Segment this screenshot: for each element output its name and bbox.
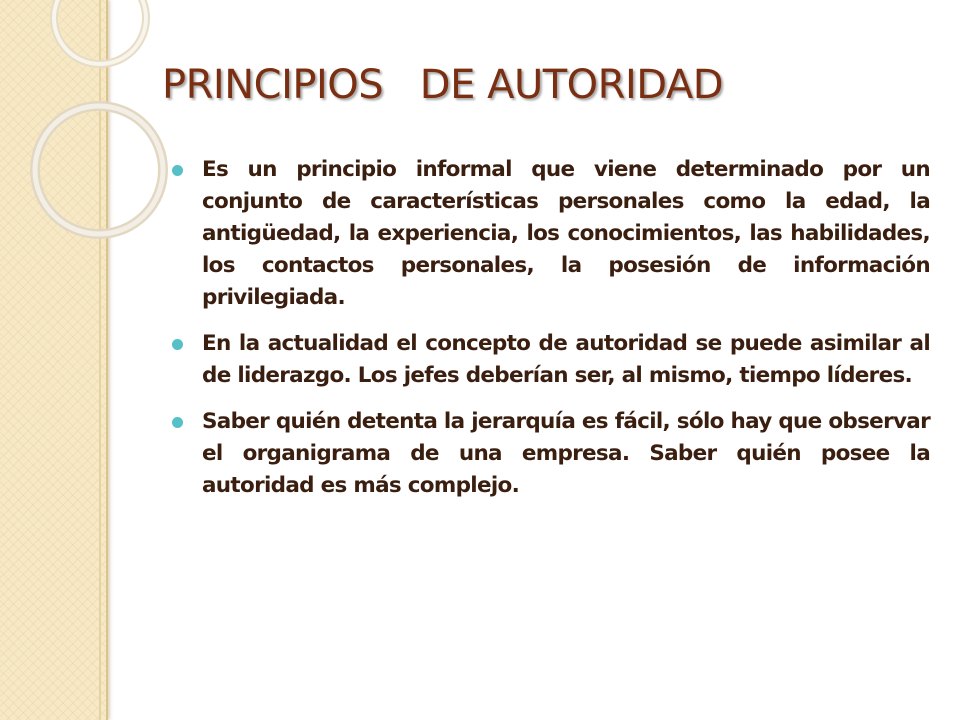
bullet-text: En la actualidad el concepto de autoridad se puede asimilar al de liderazgo. Los jefes deberían ser, al mismo, tiempo líderes. — [202, 331, 930, 388]
bullet-dot-icon — [172, 165, 183, 176]
bullet-item — [170, 154, 930, 314]
bullet-list — [170, 154, 930, 516]
bullet-dot-icon — [172, 417, 183, 428]
bullet-item — [170, 406, 930, 502]
bullet-text: Es un principio informal que viene determinado por un conjunto de características personales como la edad, la antigüedad, la experiencia, los conocimientos, las habilidades, los contactos personales, la posesión de información privilegiada. — [202, 157, 930, 310]
bullet-item — [170, 328, 930, 392]
slide-title: PRINCIPIOS DE AUTORIDAD — [162, 62, 723, 108]
bullet-text: Saber quién detenta la jerarquía es fácil, sólo hay que observar el organigrama de una empresa. Saber quién posee la autoridad es más complejo. — [202, 409, 930, 498]
bullet-dot-icon — [172, 339, 183, 350]
